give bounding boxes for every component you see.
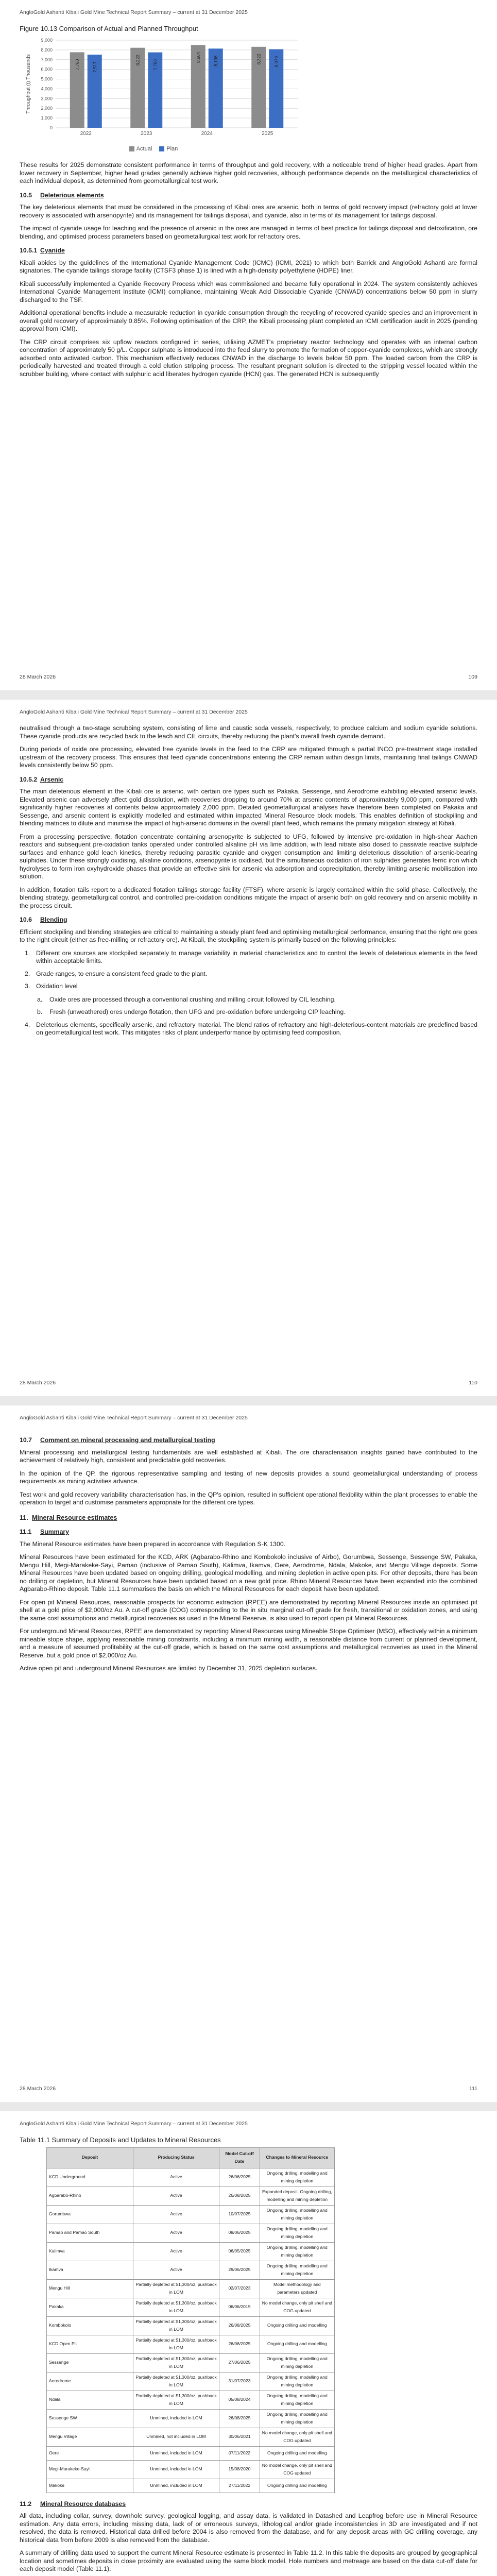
section-title: Mineral Resource databases (40, 2500, 126, 2507)
y-tick-label: 7,000 (41, 57, 53, 62)
y-tick-label: 0 (49, 125, 53, 130)
table-cell: Ongoing drilling and modelling (260, 2316, 334, 2335)
data-label: 8,136 (213, 55, 218, 66)
sub-list-item (20, 1008, 477, 1016)
table-cell: Kalimva (47, 2242, 133, 2261)
table-cell: Ongoing drilling and modelling (260, 2446, 334, 2460)
data-label: 7,760 (74, 59, 80, 70)
table-cell: Ongoing drilling and modelling (260, 2479, 334, 2493)
y-tick-label: 2,000 (41, 105, 53, 111)
table-row (47, 2224, 335, 2242)
table-cell: 10/07/2025 (219, 2205, 260, 2224)
section-number: 10.7 (20, 1436, 32, 1444)
paragraph: The Mineral Resource estimates have been prepared in accordance with Regulation S-K 1300. (20, 1540, 286, 1548)
table-cell: Agbarabo-Rhino (47, 2187, 133, 2205)
paragraph: The CRP circuit comprises six upflow reactors configured in series, utilising AZMET's proprietary reactor technology and operates with an internal carbon concentration of approximately 50 g/L. Copper sulphate is introduced into the feed slurry to promote the formation of copper-cyanide complexes, which are strongly adsorbed onto activated carbon. This mechanism effectively reduces CNWAD in the discharge to levels below 50 ppm. The loaded carbon from the CRP is periodically harvested and treated through a cold elution stripping process. The resultant pregnant solution is directed to the stripping vessel located within the scrubber building, where contact with sulphuric acid liberates hydrogen cyanide (HCN) gas. The generated HCN is subsequently (20, 338, 477, 378)
page-separator (0, 690, 497, 700)
table-cell: Unmined, included in LOM (133, 2460, 219, 2479)
page-header: AngloGold Ashanti Kibali Gold Mine Technical Report Summary – current at 31 December 2025 (20, 709, 248, 715)
table-cell: Partially depleted at $1,300/oz, pushback in LOM (133, 2335, 219, 2353)
page-109 (0, 0, 497, 690)
list-text: Different ore sources are stockpiled separately to manage variability in material characteristics and to control the levels of deleterious elements in the feed within acceptable limits. (36, 949, 477, 964)
list-number: 3. (25, 982, 30, 990)
table-cell: Ongoing drilling, modelling and mining depletion (260, 2372, 334, 2391)
paragraph: From a processing perspective, flotation concentrate containing arsenopyrite is subjected to UFG, followed by intensive pre-oxidation in high-shear Aachen reactors and subsequent pre-oxidation tanks operated under controlled alkaline pH via lime addition, with lead nitrate also dosed to passivate reactive sulphide surfaces and enhance gold leach kinetics, thereby reducing parasitic cyanide and oxygen consumption and limiting deleterious dissolution of arsenic-bearing sulphides. Under these strongly oxidising, alkaline conditions, arsenopyrite is oxidised, but the simultaneous oxidation of iron sulphides generates ferric iron which hydrolyses to form iron oxyhydroxide phases that provide an effective sink for arsenic via adsorption and coprecipitation, thereby limiting arsenic mobilisation into solution. (20, 833, 477, 880)
deposits-table (46, 2147, 335, 2493)
footer-page-number: 110 (469, 1380, 477, 1386)
paragraph: A summary of drilling data used to support the current Mineral Resource estimate is presented in Table 11.2. In this table the deposits are grouped by geographical location and sometimes deposits in close proximity are evaluated using the same block model. Hole numbers and metreage are based on the data cut-off date for each deposit model (Table 11.1). (20, 2549, 477, 2572)
section-heading-10-5 (20, 192, 477, 200)
x-tick-label: 2025 (262, 130, 273, 137)
table-cell: Unmined, not included in LOM (133, 2428, 219, 2446)
section-heading-10-7 (20, 1436, 477, 1445)
paragraph: Efficient stockpiling and blending strategies are critical to maintaining a steady plant feed and optimising metallurgical performance, ensuring that the right ore goes to the right circuit (either as free-milling or refractory ore). At Kibali, the stockpiling system is primarily based on the following principles: (20, 928, 477, 943)
footer-date: 28 March 2026 (20, 1380, 56, 1386)
list-text: Deleterious elements, specifically arsenic, and refractory material. The blend ratios of refractory and high-deleterious-content materials are predefined based on geometallurgical test work. This mitigates risks of plant underperformance by optimising feed composition. (36, 1021, 477, 1036)
table-cell: Ongoing drilling, modelling and mining depletion (260, 2353, 334, 2372)
table-cell: Sessenge (47, 2353, 133, 2372)
table-cell: 05/08/2024 (219, 2391, 260, 2409)
table-cell: Aerodrome (47, 2372, 133, 2391)
page-separator (0, 2102, 497, 2111)
figure-title: Figure 10.13 Comparison of Actual and Planned Throughput (20, 25, 198, 32)
list-text: Grade ranges, to ensure a consistent feed grade to the plant. (36, 970, 208, 977)
table-row (47, 2168, 335, 2187)
table-row (47, 2261, 335, 2279)
table-cell: Pakaka (47, 2298, 133, 2316)
section-title: Blending (40, 916, 67, 923)
section-heading-10-5-2 (20, 776, 477, 784)
data-label: 7,750 (152, 59, 158, 70)
page-header: AngloGold Ashanti Kibali Gold Mine Technical Report Summary – current at 31 December 2025 (20, 1415, 248, 1421)
list-number: 4. (25, 1021, 30, 1028)
legend-plan-label: Plan (166, 145, 178, 152)
table-cell: 29/06/2025 (219, 2261, 260, 2279)
table-cell: 02/07/2023 (219, 2279, 260, 2298)
section-title: Arsenic (40, 775, 64, 783)
footer-page-number: 109 (468, 674, 477, 680)
table-cell: 26/08/2025 (219, 2187, 260, 2205)
column-header: Producing Status (133, 2147, 219, 2168)
table-cell: Mengu Hill (47, 2279, 133, 2298)
table-row (47, 2460, 335, 2479)
table-cell: Partially depleted at $1,300/oz, pushback in LOM (133, 2372, 219, 2391)
table-cell: Unmined, included in LOM (133, 2446, 219, 2460)
table-cell: Ikamva (47, 2261, 133, 2279)
section-number: 10.5.1 (20, 247, 38, 254)
list-item (20, 982, 477, 991)
page-112 (0, 2111, 497, 2576)
section-number: 10.6 (20, 916, 32, 923)
data-label: 8,070 (273, 56, 279, 67)
section-heading-10-6 (20, 916, 477, 924)
table-cell: Sessenge SW (47, 2409, 133, 2428)
paragraph: Additional operational benefits include a measurable reduction in cyanide consumption through the recycling of recovered cyanide species and an improvement in overall gold recovery of approximately 0.85%. Following optimisation of the CRP, the Kibali processing plant completed an ICMI certification audit in 2025 (pending approval from ICMI). (20, 309, 477, 332)
table-cell: Ongoing drilling, modelling and mining depletion (260, 2409, 334, 2428)
table-row (47, 2187, 335, 2205)
section-title: Comment on mineral processing and metallurgical testing (40, 1436, 215, 1444)
paragraph: Mineral processing and metallurgical testing fundamentals are well established at Kibali. The ore characterisation insights gained have contributed to the achievement of relatively high, consistent and predictable gold recoveries. (20, 1448, 477, 1464)
table-cell: Gorumbwa (47, 2205, 133, 2224)
column-header: Changes to Mineral Resource (260, 2147, 334, 2168)
table-header-row (47, 2147, 335, 2168)
table-row (47, 2335, 335, 2353)
y-tick-label: 6,000 (41, 66, 53, 72)
column-header: Model Cut-off Date (219, 2147, 260, 2168)
column-header: Deposit (47, 2147, 133, 2168)
table-cell: KCD Open Pit (47, 2335, 133, 2353)
footer-date: 28 March 2026 (20, 2086, 56, 2092)
page-header: AngloGold Ashanti Kibali Gold Mine Technical Report Summary – current at 31 December 2025 (20, 9, 248, 15)
table-cell: Active (133, 2242, 219, 2261)
sub-list-letter: a. (37, 995, 43, 1003)
footer-date: 28 March 2026 (20, 674, 56, 680)
table-cell: 26/08/2025 (219, 2316, 260, 2335)
table-cell: No model change, only pit shell and COG updated (260, 2460, 334, 2479)
table-cell: 31/07/2023 (219, 2372, 260, 2391)
list-number: 2. (25, 970, 30, 977)
page-111 (0, 1405, 497, 2102)
table-cell: 30/06/2021 (219, 2428, 260, 2446)
legend-actual (129, 145, 152, 154)
table-cell: 26/08/2025 (219, 2409, 260, 2428)
table-cell: Makoke (47, 2479, 133, 2493)
paragraph: In addition, flotation tails report to a dedicated flotation tailings storage facility (FTSF), where arsenic is largely contained within the solid phase. Collectively, the blending strategy, geometallurgical control, and controlled pre-oxidation conditions mitigate the impact of arsenic both on gold recovery and on arsenic mobility in the process circuit. (20, 886, 477, 909)
oxidation-sub-list (20, 996, 477, 1016)
table-cell: Ongoing drilling, modelling and mining depletion (260, 2205, 334, 2224)
y-tick-label: 5,000 (41, 76, 53, 82)
list-item (20, 970, 477, 978)
table-cell: 26/06/2025 (219, 2335, 260, 2353)
section-heading-11-1 (20, 1528, 477, 1536)
chapter-heading-11 (20, 1514, 477, 1522)
table-cell: No model change, only pit shell and COG updated (260, 2428, 334, 2446)
section-number: 11.1 (20, 1528, 32, 1535)
data-label: 8,322 (256, 53, 262, 64)
list-item (20, 950, 477, 965)
table-cell: 09/06/2025 (219, 2224, 260, 2242)
y-tick-label: 3,000 (41, 95, 53, 101)
table-cell: Partially depleted at $1,300/oz, pushback in LOM (133, 2353, 219, 2372)
table-cell: Kombokolo (47, 2316, 133, 2335)
table-cell: Expanded deposit. Ongoing drilling, modelling and mining depletion (260, 2187, 334, 2205)
table-cell: Unmined, included in LOM (133, 2479, 219, 2493)
table-row (47, 2279, 335, 2298)
table-cell: 07/11/2022 (219, 2446, 260, 2460)
table-cell: Active (133, 2224, 219, 2242)
paragraph: Mineral Resources have been estimated for the KCD, ARK (Agbarabo-Rhino and Kombokolo inclusive of Airbo), Gorumbwa, Sessenge, Sessenge SW, Pakaka, Mengu Hill, Megi-Marakeke-Sayi, Pamao (inclusive of Pamao South), Kalimva, Ikamva, Oere, Aerodrome, Ndala, Makoke, and Mengu Village deposits. Some Mineral Resources have been updated based on ongoing drilling, geological modelling, and mining depletion in active open pits. For other deposits, there has been no drilling or depletion, but Mineral Resources have been updated based on a new gold price. Rhino Mineral Resources have been expanded into the combined Agbarabo-Rhino deposit. Table 11.1 summarises the basis on which the Mineral Resources for each deposit have been updated. (20, 1553, 477, 1592)
sub-list-item (20, 996, 477, 1004)
section-heading-11-2 (20, 2500, 477, 2509)
table-row (47, 2409, 335, 2428)
table-cell: KCD Underground (47, 2168, 133, 2187)
data-label: 8,504 (195, 52, 201, 63)
section-number: 10.5 (20, 191, 32, 199)
table-row (47, 2372, 335, 2391)
blending-principles-list-cont (20, 1021, 477, 1037)
y-tick-label: 1,000 (41, 115, 53, 121)
paragraph: For open pit Mineral Resources, reasonable prospects for economic extraction (RPEE) are demonstrated by reporting Mineral Resources inside an optimised pit shell at a gold price of $2,000/oz Au. A cut-off grade (COG) corresponding to the in situ marginal cut-off grade for fresh, transitional or oxidation zones, and using the same cost assumptions and metallurgical recoveries as used in the Mineral Reserve, is also used to report open pit Mineral Resources. (20, 1598, 477, 1622)
paragraph: The impact of cyanide usage for leaching and the presence of arsenic in the ores are managed in terms of best practice for tailings disposal and detoxification, ore blending, and optimised process parameters based on geometallurgical test work for refractory ores. (20, 225, 477, 240)
table-cell: Active (133, 2205, 219, 2224)
table-cell: 26/06/2025 (219, 2168, 260, 2187)
table-row (47, 2298, 335, 2316)
table-row (47, 2479, 335, 2493)
table-cell: Ongoing drilling and modelling (260, 2335, 334, 2353)
table-cell: Megi-Marakeke-Sayi (47, 2460, 133, 2479)
table-cell: Ongoing drilling, modelling and mining depletion (260, 2224, 334, 2242)
section-title: Summary (40, 1528, 70, 1535)
legend-plan-swatch (159, 146, 164, 151)
paragraph: Kibali abides by the guidelines of the International Cyanide Management Code (ICMC) (ICMI, 2021) to which both Barrick and AngloGold Ashanti are formal signatories. The cyanide tailings storage facility (CTSF3 phase 1) is lined with a high-density polyethylene (HDPE) liner. (20, 259, 477, 274)
sub-list-text: Oxide ores are processed through a conventional crushing and milling circuit followed by CIL leaching. (49, 995, 336, 1003)
paragraph: All data, including collar, survey, downhole survey, geological logging, and assay data, is validated in Datashed and Leapfrog before use in Mineral Resource estimation. Any data errors, including missing data, lack of or erroneous surveys, lithological and/or grade inconsistencies in 3D are investigated and if not resolved, the data is removed. Historical data drilled before 2004 is also removed from the database, and for any deposit areas with GC drilling coverage, any historical data from before 2009 is also removed from the database. (20, 2512, 477, 2544)
paragraph: Kibali successfully implemented a Cyanide Recovery Process which was commissioned and became fully operational in 2024. The system consistently achieves International Cyanide Management Institute (ICMI) compliance, maintaining Weak Acid Dissociable Cyanide (CNWAD) concentrations below 50 ppm in slurry discharged to the TSF. (20, 280, 477, 303)
list-text: Oxidation level (36, 982, 78, 990)
list-item (20, 1021, 477, 1037)
table-cell: Active (133, 2261, 219, 2279)
data-label: 8,222 (135, 54, 141, 65)
table-row (47, 2242, 335, 2261)
table-cell: Partially depleted at $1,300/oz, pushback in LOM (133, 2279, 219, 2298)
table-cell: Model methodology and parameters updated (260, 2279, 334, 2298)
paragraph: neutralised through a two-stage scrubbing system, consisting of lime and caustic soda vessels, respectively, to produce calcium and sodium cyanide solutions. These cyanide products are recycled back to the leach and CIL circuits, thereby reducing the plant's overall fresh cyanide demand. (20, 724, 477, 740)
legend-actual-label: Actual (136, 145, 152, 152)
table-row (47, 2446, 335, 2460)
paragraph: The key deleterious elements that must be considered in the processing of Kibali ores are arsenic, both in terms of gold recovery impact (refractory gold at lower recovery is associated with arsenopyrite) and its management for tailings disposal, and cyanide, also in terms of its management for tailings disposal. (20, 204, 477, 219)
table-cell: Partially depleted at $1,300/oz, pushback in LOM (133, 2391, 219, 2409)
table-row (47, 2428, 335, 2446)
table-cell: 06/05/2025 (219, 2242, 260, 2261)
table-cell: Mengu Village (47, 2428, 133, 2446)
x-tick-label: 2022 (80, 130, 92, 137)
paragraph: Active open pit and underground Mineral Resources are limited by December 31, 2025 depletion surfaces. (20, 1665, 318, 1672)
table-body (47, 2168, 335, 2493)
table-cell: Ongoing drilling, modelling and mining depletion (260, 2242, 334, 2261)
table-cell: Active (133, 2187, 219, 2205)
table-cell: Ongoing drilling, modelling and mining depletion (260, 2391, 334, 2409)
chapter-number: 11. (20, 1514, 28, 1521)
paragraph: The main deleterious element in the Kibali ore is arsenic, with certain ore types such as Pakaka, Sessenge, and Aerodrome exhibiting elevated arsenic levels. Elevated arsenic can adversely affect gold dissolution, with recoveries dropping to around 70% at arsenic contents of approximately 9,000 ppm, compared with significantly higher recoveries at contents below approximately 2,000 ppm. Detailed geometallurgical analyses have therefore been completed on Pakaka and Sessenge, and arsenic content is explicitly modelled and estimated within impacted Mineral Resource block models. This enables definition of stockpiling and blending matrices to dilute and minimise the impact of high-arsenic domains in the overall plant feed, which remains the primary mitigation strategy at Kibali. (20, 788, 477, 827)
list-number: 1. (25, 949, 30, 957)
table-cell: Oere (47, 2446, 133, 2460)
table-cell: Ndala (47, 2391, 133, 2409)
table-row (47, 2353, 335, 2372)
chapter-title: Mineral Resource estimates (32, 1514, 117, 1521)
section-number: 11.2 (20, 2500, 32, 2507)
throughput-chart (20, 36, 308, 144)
x-tick-label: 2023 (141, 130, 152, 137)
section-heading-10-5-1 (20, 247, 477, 255)
table-row (47, 2316, 335, 2335)
paragraph: During periods of oxide ore processing, elevated free cyanide levels in the feed to the CRP are mitigated through a partial INCO pre-treatment stage installed upstream of the recovery process. This ensures that feed cyanide concentrations entering the CRP remain within design limits, maintaining final tailings CNWAD levels consistently below 50 ppm. (20, 745, 477, 769)
legend-plan (159, 145, 178, 154)
table-cell: 06/06/2019 (219, 2298, 260, 2316)
data-label: 7,517 (92, 61, 97, 73)
y-axis-label: Throughput (t) Thousands (26, 54, 31, 114)
section-title: Cyanide (40, 247, 65, 254)
table-cell: Pamao and Pamao South (47, 2224, 133, 2242)
table-title: Table 11.1 Summary of Deposits and Updates to Mineral Resources (20, 2136, 221, 2144)
table-cell: No model change, only pit shell and COG updated (260, 2298, 334, 2316)
y-tick-label: 4,000 (41, 86, 53, 91)
paragraph: For underground Mineral Resources, RPEE are demonstrated by reporting Mineral Resources using Mineable Stope Optimiser (MSO), effectively within a minimum mineable stope shape, applying reasonable mining constraints, including a minimum mining width, a reasonable distance from current or planned development, and a measure of assumed profitability at the cut-off grade, which is based on the same cost assumptions and metallurgical recoveries as used in the Mineral Reserve, but a gold price of $2,000/oz Au. (20, 1628, 477, 1659)
table-cell: Unmined, included in LOM (133, 2409, 219, 2428)
section-number: 10.5.2 (20, 775, 38, 783)
page-separator (0, 1396, 497, 1405)
blending-principles-list (20, 950, 477, 991)
paragraph: Test work and gold recovery variability characterisation has, in the QP's opinion, resulted in sufficient operational flexibility within the plant processes to enable the operation to target and customise parameters appropriate for the different ore types. (20, 1490, 477, 1506)
chart-legend (20, 145, 287, 154)
y-tick-label: 8,000 (41, 47, 53, 53)
table-cell: 27/06/2025 (219, 2353, 260, 2372)
sub-list-letter: b. (37, 1008, 43, 1015)
x-tick-label: 2024 (201, 130, 213, 137)
table-row (47, 2205, 335, 2224)
sub-list-text: Fresh (unweathered) ores undergo flotation, then UFG and pre-oxidation before undergoing CIP leaching. (49, 1008, 346, 1015)
footer-page-number: 111 (469, 2086, 477, 2092)
section-title: Deleterious elements (40, 191, 104, 199)
table-cell: Active (133, 2168, 219, 2187)
table-cell: Ongoing drilling, modelling and mining depletion (260, 2168, 334, 2187)
table-cell: Partially depleted at $1,300/oz, pushback in LOM (133, 2298, 219, 2316)
page-header: AngloGold Ashanti Kibali Gold Mine Technical Report Summary – current at 31 December 2025 (20, 2121, 248, 2127)
page-110 (0, 700, 497, 1396)
y-tick-label: 9,000 (41, 37, 53, 43)
table-cell: 15/08/2020 (219, 2460, 260, 2479)
legend-actual-swatch (129, 146, 134, 151)
table-cell: 27/11/2022 (219, 2479, 260, 2493)
table-cell: Partially depleted at $1,300/oz, pushback in LOM (133, 2316, 219, 2335)
table-row (47, 2391, 335, 2409)
table-cell: Ongoing drilling, modelling and mining depletion (260, 2261, 334, 2279)
paragraph: These results for 2025 demonstrate consistent performance in terms of throughput and gold recovery, with a noticeable trend of higher head grades. Apart from lower recovery in September, higher head grades generally achieve higher gold recoveries, although performance depends on the metallurgical characteristics of each individual deposit, as determined from geometallurgical test work. (20, 161, 477, 184)
paragraph: In the opinion of the QP, the rigorous representative sampling and testing of new deposits provides a sound geometallurgical understanding of process requirements as mining activities advance. (20, 1469, 477, 1485)
